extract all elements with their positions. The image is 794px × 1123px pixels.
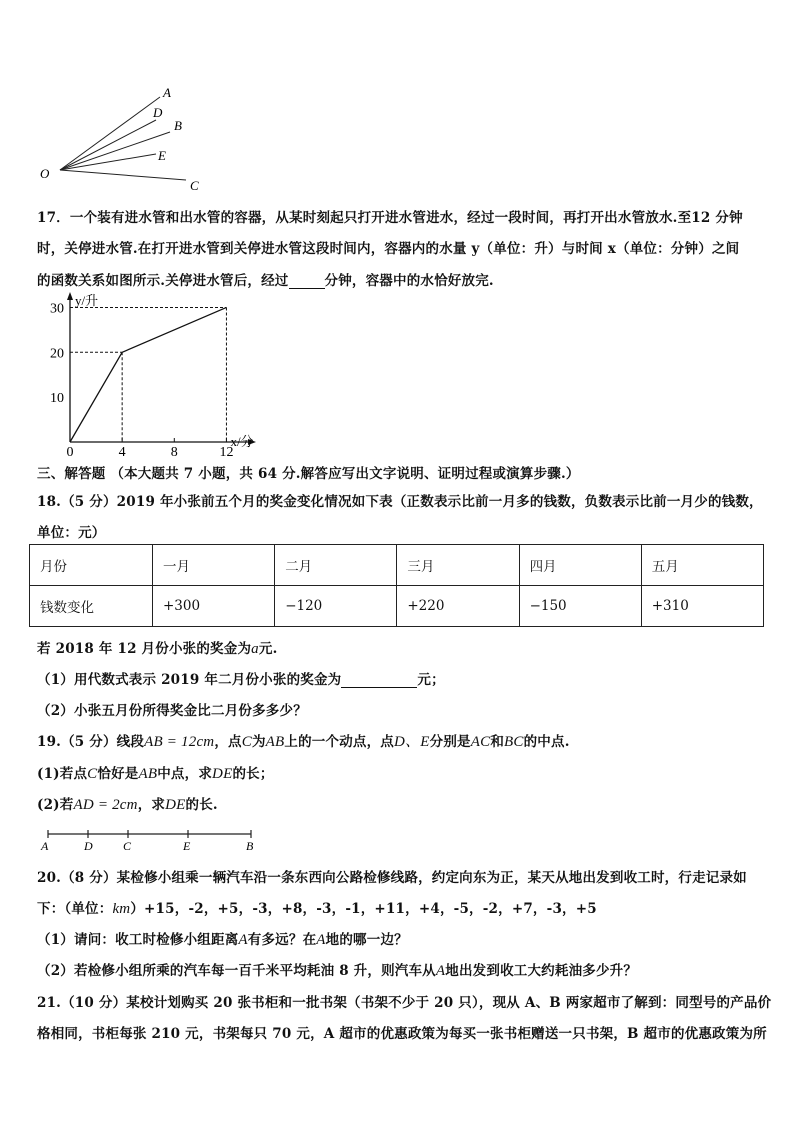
q18-sub1-a: （1）用代数式表示 2019 年二月份小张的奖金为 xyxy=(37,672,342,688)
q20-text: 地的哪一边？ xyxy=(325,932,408,948)
point-d: D xyxy=(84,839,93,853)
y-tick-label: 10 xyxy=(50,391,64,407)
q20-text: 地出发到收工大约耗油多少升？ xyxy=(445,963,638,979)
label-a: A xyxy=(163,85,171,100)
q20-text: ）+15，-2，+5，-3，+8，-3，-1，+11，+4，-5，-2，+7，-3，+5 xyxy=(130,901,597,917)
x-tick-label: 4 xyxy=(118,445,126,457)
table-cell: −120 xyxy=(275,586,397,627)
q21-line2: 格相同，书柜每张 210 元，书架每只 70 元，A 超市的优惠政策为每买一张书柜赠送一只书架，B 超市的优惠政策为所 xyxy=(37,1026,767,1042)
q18-sub1 xyxy=(37,668,445,688)
q19-text: 上的一个动点，点 xyxy=(284,734,395,750)
q19-sub2 xyxy=(37,793,218,814)
q17-line1: 17．一个装有进水管和出水管的容器，从某时刻起只打开进水管进水，经过一段时间，再打开出水管放水.至12 分钟 xyxy=(37,210,743,226)
answer-blank-q17 xyxy=(289,274,325,289)
unit-km: km xyxy=(112,901,131,917)
q19-math: AB = 12cm xyxy=(144,734,215,750)
table-header-row xyxy=(30,545,764,586)
q19-text: 恰好是 xyxy=(97,766,139,782)
q18-line1: 18.（5 分）2019 年小张前五个月的奖金变化情况如下表（正数表示比前一月多的钱数，负数表示比前一月少的钱数， xyxy=(37,494,763,510)
data-line-segment xyxy=(122,307,226,352)
label-e: E xyxy=(158,148,166,163)
y-axis-arrow xyxy=(67,292,73,300)
answer-blank-q18 xyxy=(341,673,417,688)
q18-line2: 单位：元） xyxy=(37,525,106,541)
q18-intro xyxy=(37,637,277,658)
y-tick-label: 20 xyxy=(50,346,64,362)
q19-math: C xyxy=(87,766,98,782)
var-a: a xyxy=(251,641,259,657)
q20-text: 有多远？在 xyxy=(247,932,317,948)
label-d: D xyxy=(153,105,163,120)
q19-text: 中点，求 xyxy=(157,766,213,782)
q20-math: A xyxy=(316,932,326,948)
q18-sub2: （2）小张五月份所得奖金比二月份多多少？ xyxy=(37,703,307,719)
table-cell: −150 xyxy=(519,586,641,627)
q19-math: AC xyxy=(470,734,491,750)
q19-math: DE xyxy=(212,766,233,782)
q20-text: （1）请问：收工时检修小组距离 xyxy=(37,932,239,948)
table-cell: +310 xyxy=(641,586,763,627)
q19-text: ，点 xyxy=(214,734,242,750)
q18-intro-b: 元. xyxy=(258,641,278,657)
point-a: A xyxy=(41,839,49,853)
table-row xyxy=(30,586,764,627)
q21-line1: 21.（10 分）某校计划购买 20 张书柜和一批书架（书架不少于 20 只），现从 A、B 两家超市了解到：同型号的产品价 xyxy=(37,995,772,1011)
q19-math: AB xyxy=(265,734,285,750)
q20-line1: 20.（8 分）某检修小组乘一辆汽车沿一条东西向公路检修线路，约定向东为正，某天从地出发到收工时，行走记录如 xyxy=(37,870,747,886)
table-cell: 二月 xyxy=(275,545,397,586)
q18-sub1-b: 元； xyxy=(417,672,445,688)
label-o: O xyxy=(40,166,50,181)
q19-text: 的长； xyxy=(232,766,274,782)
q17-line3-b: 分钟，容器中的水恰好放完. xyxy=(324,273,494,289)
q19-text: (1)若点 xyxy=(37,766,88,782)
label-b: B xyxy=(174,118,182,133)
x-tick-label: 0 xyxy=(66,445,74,457)
point-e: E xyxy=(183,839,191,853)
table-cell: 四月 xyxy=(519,545,641,586)
y-axis-label: y/升 xyxy=(75,293,99,308)
ray-b xyxy=(60,132,170,170)
q20-text: （2）若检修小组所乘的汽车每一百千米平均耗油 8 升，则汽车从 xyxy=(37,963,436,979)
q19-math: DE xyxy=(165,797,186,813)
table-cell: +300 xyxy=(153,586,275,627)
table-cell: 钱数变化 xyxy=(30,586,153,627)
q19-math: C xyxy=(241,734,252,750)
q20-math: A xyxy=(435,963,446,979)
q17-line3 xyxy=(37,269,494,289)
q19-math: AB xyxy=(138,766,158,782)
q19-math: BC xyxy=(504,734,524,750)
ray-c xyxy=(60,170,186,180)
table-cell: 五月 xyxy=(641,545,763,586)
section-header: 三、解答题 （本大题共 7 小题，共 64 分.解答应写出文字说明、证明过程或演算步骤.） xyxy=(37,466,580,482)
q19-math: AD = 2cm xyxy=(73,797,138,813)
q18-intro-a: 若 2018 年 12 月份小张的奖金为 xyxy=(37,641,252,657)
q19-sub1 xyxy=(37,762,274,783)
q20-line2 xyxy=(37,897,597,918)
q17-line2: 时，关停进水管.在打开进水管到关停进水管这段时间内，容器内的水量 y（单位：升）与时间 x（单位：分钟）之间 xyxy=(37,241,740,257)
point-b: B xyxy=(246,839,254,853)
bonus-table xyxy=(29,544,764,627)
label-c: C xyxy=(190,178,199,193)
q19-math: D、E xyxy=(394,734,430,750)
q20-sub2 xyxy=(37,959,637,980)
q19-line1 xyxy=(37,730,570,751)
table-cell: 三月 xyxy=(397,545,519,586)
q19-text: 的中点. xyxy=(523,734,570,750)
ray-a xyxy=(60,97,160,170)
water-volume-chart xyxy=(40,292,260,457)
q20-text: 下：（单位： xyxy=(37,901,113,917)
data-line-segment xyxy=(70,352,122,442)
q19-text: ，求 xyxy=(137,797,166,813)
y-tick-label: 30 xyxy=(50,301,64,317)
x-tick-label: 8 xyxy=(170,445,178,457)
q19-text: (2)若 xyxy=(37,797,74,813)
table-cell: 月份 xyxy=(30,545,153,586)
q19-text: 19.（5 分）线段 xyxy=(37,734,145,750)
point-c: C xyxy=(123,839,132,853)
q19-text: 的长. xyxy=(185,797,218,813)
q19-text: 分别是 xyxy=(429,734,471,750)
q19-text: 为 xyxy=(251,734,266,750)
q19-text: 和 xyxy=(490,734,505,750)
angle-figure xyxy=(30,80,220,200)
x-axis-label: x/分 xyxy=(230,434,254,449)
segment-figure xyxy=(36,824,266,856)
table-cell: 一月 xyxy=(153,545,275,586)
table-cell: +220 xyxy=(397,586,519,627)
x-tick-label: 12 xyxy=(219,445,234,457)
q20-sub1 xyxy=(37,928,408,949)
q17-line3-a: 的函数关系如图所示.关停进水管后，经过 xyxy=(37,273,289,289)
q20-math: A xyxy=(238,932,248,948)
